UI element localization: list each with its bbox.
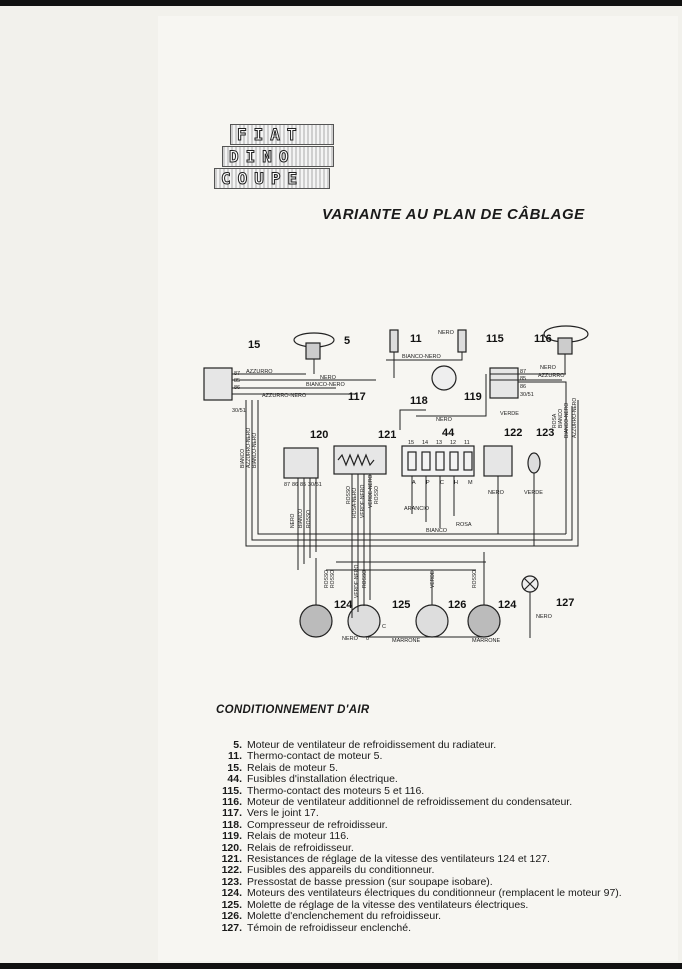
wire-nero-mid: NERO xyxy=(436,417,452,423)
wire-r-verde-nero: VERDE-NERO xyxy=(368,474,374,508)
wire-nero-bottom: NERO xyxy=(342,636,358,642)
wire-rosso-2: ROSSO xyxy=(330,569,336,588)
legend-num: 119. xyxy=(222,830,242,843)
legend-text: Moteur de ventilateur de refroidissement du radiateur. xyxy=(247,739,497,751)
term-r86: 86 xyxy=(292,482,299,488)
legend-item xyxy=(214,774,644,785)
scan-edge-top xyxy=(0,0,682,6)
fuse-11: 11 xyxy=(464,440,470,446)
legend-num: 11. xyxy=(227,750,242,763)
fuse-letter-a: A xyxy=(412,480,416,486)
label-120: 120 xyxy=(310,429,329,441)
legend-text: Molette de réglage de la vitesse des ventilateurs électriques. xyxy=(247,898,529,911)
wire-nero-right: NERO xyxy=(540,365,556,371)
wire-verde-nero-2: VERDE-NERO xyxy=(360,484,366,518)
wire-verde-nero: VERDE-NERO xyxy=(354,564,360,598)
fiat-dino-coupe-logo xyxy=(214,124,336,190)
relay-15 xyxy=(204,368,232,400)
legend-item xyxy=(214,923,644,934)
label-115: 115 xyxy=(486,333,504,345)
legend-list xyxy=(214,740,644,934)
wire-bianco-left: BIANCO xyxy=(240,448,246,468)
wire-bianco-right: BIANCO xyxy=(558,408,564,428)
wire-bianco-nero-right: BIANCO-NERO xyxy=(564,402,570,438)
legend-text: Pressostat de basse pression (sur soupape isobare). xyxy=(247,875,493,888)
legend-text: Thermo-contact des moteurs 5 et 116. xyxy=(247,784,425,797)
legend-num: 121. xyxy=(221,853,242,866)
legend-num: 127. xyxy=(221,921,242,934)
label-124-left: 124 xyxy=(334,599,353,611)
wire-azzurro-right: AZZURRO xyxy=(538,373,565,379)
legend-text: Resistances de réglage de la vitesse des ventilateurs 124 et 127. xyxy=(247,853,550,866)
wire-azzurro: AZZURRO xyxy=(246,369,273,375)
legend-item xyxy=(214,911,644,922)
legend-text: Molette d'enclenchement du refroidisseur. xyxy=(247,910,442,923)
term-86: 86 xyxy=(234,385,241,391)
logo-line-dino: DINO xyxy=(222,146,334,167)
wire-nero-120: NERO xyxy=(290,513,296,528)
thermo-contact-115 xyxy=(458,330,466,352)
term-r3051: 30/51 xyxy=(308,482,322,488)
term-85b: 85 xyxy=(520,376,527,382)
legend-num: 117. xyxy=(222,807,242,820)
pressostat-123 xyxy=(528,453,540,473)
cooler-knob-126 xyxy=(416,605,448,637)
wire-nero-top: NERO xyxy=(438,330,454,336)
label-123: 123 xyxy=(536,427,555,439)
wire-rosso-120: ROSSO xyxy=(306,509,312,528)
switch-0: 0 xyxy=(366,636,370,642)
legend-text: Vers le joint 17. xyxy=(247,807,319,820)
term-86b: 86 xyxy=(520,384,527,390)
label-5: 5 xyxy=(344,335,351,347)
wire-rosso-3: ROSSO xyxy=(362,569,368,588)
legend-num: 15. xyxy=(227,761,242,774)
fuses-44 xyxy=(402,446,474,476)
wiring-diagram xyxy=(186,318,606,648)
legend-text: Compresseur de refroidisseur. xyxy=(247,818,388,831)
wire-nero-fuse: NERO xyxy=(488,490,504,496)
legend-text: Témoin de refroidisseur enclenché. xyxy=(247,921,412,934)
label-15: 15 xyxy=(248,339,261,351)
legend-item xyxy=(214,831,644,842)
switch-c: C xyxy=(382,624,386,630)
legend-num: 44. xyxy=(227,773,242,786)
term-3051: 30/51 xyxy=(232,408,246,414)
legend-text: Thermo-contact de moteur 5. xyxy=(247,750,383,763)
speed-knob-125 xyxy=(348,605,380,637)
fan-motor-124-left xyxy=(300,605,332,637)
label-124-right: 124 xyxy=(498,599,517,611)
logo-line-fiat: FIAT xyxy=(230,124,334,145)
wire-rosa-mid: ROSA xyxy=(456,522,472,528)
fuse-letter-p: P xyxy=(426,480,430,486)
term-r85: 85 xyxy=(300,482,307,488)
label-127: 127 xyxy=(556,597,575,609)
wire-bianco-nero-left: BIANCO-NERO xyxy=(252,432,258,468)
section-heading: CONDITIONNEMENT D'AIR xyxy=(216,704,370,716)
relay-119 xyxy=(490,368,518,398)
legend-text: Moteurs des ventilateurs électriques du conditionneur (remplacent le moteur 97). xyxy=(247,887,622,900)
label-122: 122 xyxy=(504,427,523,439)
wire-rosso-1: ROSSO xyxy=(324,569,330,588)
legend-text: Moteur de ventilateur additionnel de refroidissement du condensateur. xyxy=(247,796,573,809)
term-87b: 87 xyxy=(520,369,527,375)
term-r87: 87 xyxy=(284,482,291,488)
label-116: 116 xyxy=(534,333,552,345)
label-117: 117 xyxy=(348,391,366,403)
fuse-13: 13 xyxy=(436,440,443,446)
legend-num: 125. xyxy=(221,898,242,911)
compressor-118 xyxy=(432,366,456,390)
legend-num: 115. xyxy=(222,784,242,797)
legend-num: 126. xyxy=(221,910,242,923)
legend-text: Relais de moteur 116. xyxy=(247,830,349,843)
label-44: 44 xyxy=(442,427,455,439)
wire-azzurro-nero-right: AZZURRO-NERO xyxy=(572,397,578,438)
fuse-12: 12 xyxy=(450,440,457,446)
wire-arancio: ARANCIO xyxy=(404,506,430,512)
motor-5 xyxy=(306,343,320,359)
wire-nero: NERO xyxy=(320,375,336,381)
fuse-letter-h: H xyxy=(454,480,458,486)
fan-motor-124-right xyxy=(468,605,500,637)
term-3051b: 30/51 xyxy=(520,392,534,398)
wire-r-rosso-2: ROSSO xyxy=(374,485,380,504)
wire-marrone-2: MARRONE xyxy=(472,638,501,644)
legend-text: Fusibles d'installation électrique. xyxy=(247,773,398,786)
legend-num: 123. xyxy=(221,875,242,888)
wire-r-rosso: ROSSO xyxy=(346,485,352,504)
thermo-contact-11 xyxy=(390,330,398,352)
legend-num: 118. xyxy=(222,818,242,831)
scan-edge-bottom xyxy=(0,963,682,969)
wire-verde-123: VERDE xyxy=(524,490,543,496)
motor-116 xyxy=(558,338,572,354)
legend-text: Relais de moteur 5. xyxy=(247,761,339,774)
wire-bianco-mid: BIANCO xyxy=(426,528,448,534)
wire-verde: VERDE xyxy=(500,411,519,417)
term-87: 87 xyxy=(234,371,241,377)
wire-marrone-1: MARRONE xyxy=(392,638,421,644)
label-11: 11 xyxy=(410,333,422,345)
legend-num: 116. xyxy=(222,796,242,809)
relay-120 xyxy=(284,448,318,478)
fuse-letter-m: M xyxy=(468,480,473,486)
label-119: 119 xyxy=(464,391,482,403)
fuse-15: 15 xyxy=(408,440,415,446)
legend-num: 5. xyxy=(233,739,242,751)
wire-azzurro-nero: AZZURRO-NERO xyxy=(262,393,307,399)
legend-num: 122. xyxy=(221,864,242,877)
wire-bianco-120: BIANCO xyxy=(298,508,304,528)
label-121: 121 xyxy=(378,429,397,441)
wire-rosa-right: ROSA xyxy=(552,413,558,428)
fuse-14: 14 xyxy=(422,440,429,446)
wire-bianco-nero: BIANCO-NERO xyxy=(306,382,345,388)
wire-rosa-nero: ROSA-NERO xyxy=(352,487,358,518)
wire-rosso-4: ROSSO xyxy=(472,569,478,588)
legend-num: 120. xyxy=(221,841,242,854)
logo-line-coupe: COUPE xyxy=(214,168,330,189)
fuse-letter-c: C xyxy=(440,480,444,486)
term-85: 85 xyxy=(234,378,241,384)
legend-item xyxy=(214,888,644,899)
label-118: 118 xyxy=(410,395,428,407)
legend-text: Fusibles des appareils du conditionneur. xyxy=(247,864,435,877)
wire-verde-2: VERDE xyxy=(430,570,436,588)
fuses-122 xyxy=(484,446,512,476)
label-126: 126 xyxy=(448,599,467,611)
wire-azzurro-nero-left: AZZURRO-NERO xyxy=(246,427,252,468)
wire-nero-127: NERO xyxy=(536,614,552,620)
page-title: VARIANTE AU PLAN DE CÂBLAGE xyxy=(322,206,585,223)
wire-bianco-nero-top: BIANCO-NERO xyxy=(402,354,441,360)
legend-text: Relais de refroidisseur. xyxy=(247,841,354,854)
label-125: 125 xyxy=(392,599,411,611)
legend-num: 124. xyxy=(221,887,242,900)
